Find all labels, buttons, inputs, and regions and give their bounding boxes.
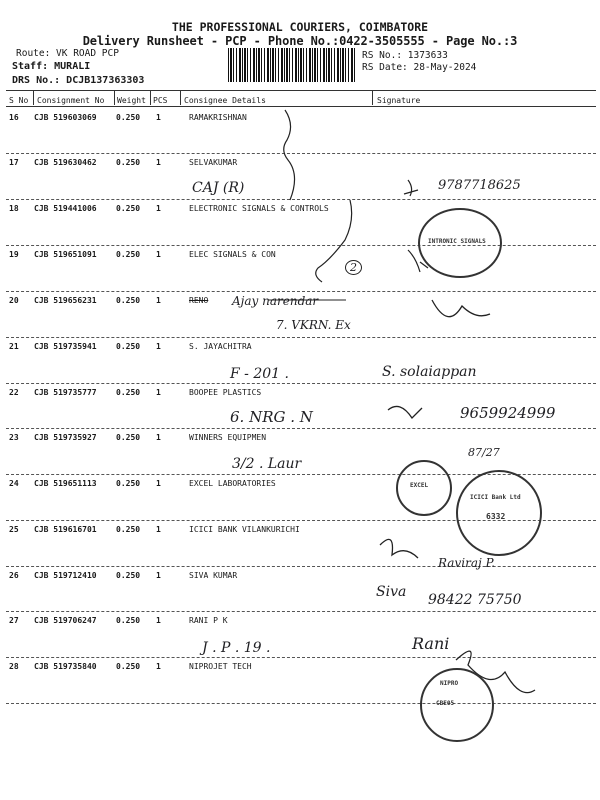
row-weight: 0.250 [116,342,141,351]
handwritten-address: 6. NRG . N [230,408,313,426]
row-consignee: ELECTRONIC SIGNALS & CONTROLS [189,204,329,213]
stamp-text: EXCEL [410,482,429,489]
row-weight: 0.250 [116,296,141,305]
handwritten-address: 3/2 . Laur [232,456,302,472]
row-pcs: 1 [156,479,161,488]
row-consignment-no: CJB 519603069 [34,113,97,122]
row-consignment-no: CJB 519712410 [34,571,97,580]
stamp-code: CBE05 [436,700,455,707]
row-pcs: 1 [156,662,161,671]
row-pcs: 1 [156,525,161,534]
handwritten-circle-mark: 2 [345,260,362,275]
row-weight: 0.250 [116,616,141,625]
row-pcs: 1 [156,113,161,122]
row-consignee: RANI P K [189,616,228,625]
row-weight: 0.250 [116,433,141,442]
stamp-number: 6332 [486,512,506,521]
stamp-text: ICICI Bank Ltd [470,494,521,501]
row-weight: 0.250 [116,571,141,580]
row-weight: 0.250 [116,113,141,122]
handwritten-name: Raviraj P. [438,556,495,570]
row-weight: 0.250 [116,662,141,671]
handwritten-phone: 98422 75750 [428,592,522,608]
handwritten-address: CAJ (R) [192,180,245,196]
handwritten-address: J . P . 19 . [202,640,271,656]
row-sno: 28 [9,662,19,671]
row-sno: 27 [9,616,19,625]
row-sno: 26 [9,571,19,580]
handwritten-signature: S. solaiappan [382,364,477,380]
row-sno: 25 [9,525,19,534]
row-sno: 23 [9,433,19,442]
row-consignee: RENO [189,296,209,305]
row-weight: 0.250 [116,204,141,213]
row-weight: 0.250 [116,479,141,488]
row-pcs: 1 [156,433,161,442]
row-consignee: SIVA KUMAR [189,571,238,580]
rs-number: RS No.: 1373633 [362,50,448,61]
row-consignee: RAMAKRISHNAN [189,113,247,122]
row-consignee: S. JAYACHITRA [189,342,252,351]
company-stamp [420,668,494,742]
row-consignment-no: CJB 519735777 [34,388,97,397]
row-consignment-no: CJB 519616701 [34,525,97,534]
row-sno: 16 [9,113,19,122]
handwritten-phone: 9787718625 [438,178,521,193]
row-consignee: ELEC SIGNALS & CON [189,250,276,259]
column-header-signature: Signature [377,96,421,105]
column-header-consignment: Consignment No [37,96,105,105]
page-title: THE PROFESSIONAL COURIERS, COIMBATORE [171,20,429,34]
column-header-consignee: Consignee Details [184,96,266,105]
route-label: Route: VK ROAD PCP [16,48,119,59]
row-pcs: 1 [156,296,161,305]
row-sno: 24 [9,479,19,488]
stamp-text: INTRONIC SIGNALS [428,238,486,245]
row-weight: 0.250 [116,388,141,397]
company-stamp [396,460,452,516]
page-subtitle: Delivery Runsheet - PCP - Phone No.:0422-3505555 - Page No.:3 [82,34,518,48]
staff-label: Staff: MURALI [12,61,91,72]
row-pcs: 1 [156,616,161,625]
row-sno: 19 [9,250,19,259]
row-consignee: ICICI BANK VILANKURICHI [189,525,300,534]
handwritten-signature: Rani [412,634,450,653]
row-weight: 0.250 [116,250,141,259]
row-pcs: 1 [156,204,161,213]
row-consignment-no: CJB 519630462 [34,158,97,167]
row-consignment-no: CJB 519735840 [34,662,97,671]
row-sno: 21 [9,342,19,351]
row-sno: 17 [9,158,19,167]
row-consignment-no: CJB 519706247 [34,616,97,625]
row-consignee: NIPROJET TECH [189,662,252,671]
row-consignment-no: CJB 519735941 [34,342,97,351]
row-weight: 0.250 [116,525,141,534]
company-stamp [418,208,502,278]
row-consignment-no: CJB 519441006 [34,204,97,213]
handwritten-phone: 9659924999 [460,404,556,422]
row-pcs: 1 [156,388,161,397]
row-pcs: 1 [156,158,161,167]
handwritten-number: 87/27 [468,446,500,459]
row-sno: 18 [9,204,19,213]
rs-date: RS Date: 28-May-2024 [362,62,477,73]
row-pcs: 1 [156,342,161,351]
column-header-weight: Weight [117,96,146,105]
handwritten-address: F - 201 . [230,366,289,382]
row-pcs: 1 [156,250,161,259]
bank-stamp [456,470,542,556]
row-weight: 0.250 [116,158,141,167]
row-consignee: SELVAKUMAR [189,158,238,167]
row-consignment-no: CJB 519651091 [34,250,97,259]
handwritten-name: Ajay narendar [232,294,319,308]
column-header-sno: S No [9,96,29,105]
row-consignee: BOOPEE PLASTICS [189,388,262,397]
row-sno: 20 [9,296,19,305]
handwritten-address: 7. VKRN. Ex [276,318,351,332]
column-header-pcs: PCS [153,96,168,105]
row-sno: 22 [9,388,19,397]
row-consignment-no: CJB 519656231 [34,296,97,305]
stamp-text: NIPRO [440,680,459,687]
row-pcs: 1 [156,571,161,580]
handwritten-signature: Siva [376,584,407,600]
row-consignment-no: CJB 519735927 [34,433,97,442]
row-consignment-no: CJB 519651113 [34,479,97,488]
row-consignee: EXCEL LABORATORIES [189,479,276,488]
row-consignee: WINNERS EQUIPMEN [189,433,267,442]
drs-number: DRS No.: DCJB137363303 [12,75,145,86]
